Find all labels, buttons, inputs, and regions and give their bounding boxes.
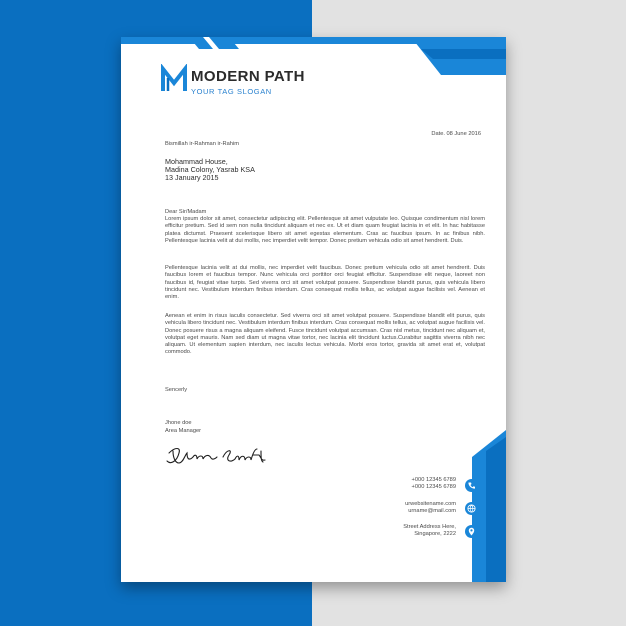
contact-address [403,524,456,539]
salutation: Dear Sir/Madam [165,209,207,215]
phone-1: +000 12345 6789 [411,477,456,483]
email: urname@mail.com [408,508,456,515]
body-paragraph-3: Aenean et enim in risus iaculis consectetur. Sed viverra orci sit amet volutpat posuere. Suspendisse blandit elit purus, quis vehicula libero tincidunt nec. Vestibulum interdum finibus interdum. Cras consequat mollis tellus, ac volutpat augue facilisis vel. Donec posuere risus a magna aliquam eleifend. Fusce tincidunt volutpat accumsan. Cras nisl metus, tincidunt nec aliquam et, volutpat eget mauris. Nam sed diam ut magna vitae tortor, nec lacinia elit tincidunt luctus.Curabitur sagittis viverra nibh nec aliquam. Ut elementum sapien interdum, nec iaculis lectus vehicula. Morbi eros tortor, gravida sit amet erat et, volutpat commodo. [165,313,485,356]
globe-icon [465,502,478,515]
brand-slogan: YOUR TAG SLOGAN [191,87,272,96]
website: urwebsitename.com [405,501,456,507]
closing: Sencerly [165,387,188,393]
bottom-right-panel-dark [486,437,506,582]
letter-date: Date. 08 June 2016 [431,131,481,137]
letterhead-page [121,37,506,582]
brand-name: MODERN PATH [191,68,305,85]
recipient-address [165,158,255,182]
city-address: Singapore, 2222 [414,531,456,538]
contact-phones [412,477,456,492]
contact-web [405,501,456,516]
location-pin-icon [465,525,478,538]
phone-icon [465,479,478,492]
signer-title: Area Manager [165,428,202,434]
signer-name: Jhone doe [165,420,192,426]
phone-2: +000 12345 6789 [411,484,456,491]
top-right-ribbon-dark [421,49,506,59]
address-line: Mohammad House, [165,157,228,166]
body-paragraph-2: Pellentesque lacinia velit at dui mollis, nec imperdiet velit faucibus. Donec pretium vehicula odio sit amet hendrerit. Duis faucibus lorem et faucibus tempor. Nunc vehicula orci porttitor orci feugiat efficitur. Suspendisse elit neque, laoreet non faucibus id, feugiat vitae turpis. Sed viverra orci sit amet volutpat posuere. Suspendisse blandit purus, quis vehicula libero tincidunt nec. Vestibulum interdum finibus interdum. Cras consequat mollis tellus, ac volutpat augue facilisis vel. Aenean et enim. [165,265,485,301]
bismillah-line: Bismillah ir-Rahman ir-Rahim [165,141,239,147]
handwritten-signature [161,441,271,471]
address-line: Madina Colony, Yasrab KSA [165,165,255,174]
brand-logo-icon [161,64,189,94]
street-address: Street Address Here, [403,524,456,530]
body-paragraph-1: Lorem ipsum dolor sit amet, consectetur adipiscing elit. Pellentesque sit amet vulputate leo. Quisque condimentum nisl lorem efficitur pretium. Sed id sem non nulla tincidunt aliquam et nec ex. Ut et diam quam feugiat lacinia in et elit. In hac habitasse platea dictumst. Praesent scelerisque libero sit amet egestas elementum. Cras ac faucibus ipsum. In ac finibus nibh. Pellentesque lacinia velit at dui mollis, nec imperdiet velit tempor. Donec pretium vehicula odio sit amet hendrerit. Duis. [165,216,485,244]
address-line: 13 January 2015 [165,173,219,182]
